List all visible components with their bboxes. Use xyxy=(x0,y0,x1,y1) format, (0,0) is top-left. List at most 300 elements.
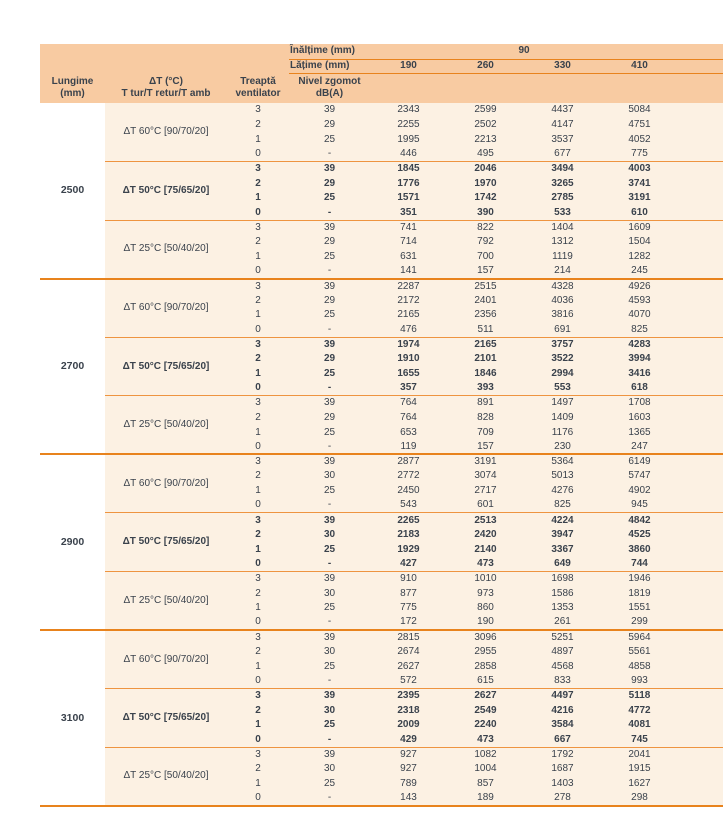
spacer-cell xyxy=(678,762,723,777)
value-cell: 157 xyxy=(447,264,524,279)
spacer-cell xyxy=(678,645,723,660)
value-cell: 822 xyxy=(447,220,524,235)
value-cell: 4593 xyxy=(601,293,678,308)
value-cell: 1915 xyxy=(601,762,678,777)
value-cell: 214 xyxy=(524,264,601,279)
spacer-cell xyxy=(678,191,723,206)
noise-level-cell: - xyxy=(289,323,370,338)
value-cell: 1603 xyxy=(601,410,678,425)
noise-level-cell: 30 xyxy=(289,586,370,601)
noise-level-cell: 25 xyxy=(289,484,370,499)
delta-t-label: ΔT 25°C [50/40/20] xyxy=(105,572,227,631)
table-row xyxy=(40,689,723,704)
value-cell: 4052 xyxy=(601,132,678,147)
table-header xyxy=(40,44,723,103)
value-cell: 1082 xyxy=(447,747,524,762)
value-cell: 860 xyxy=(447,601,524,616)
header-blank xyxy=(370,73,447,103)
value-cell: 2287 xyxy=(370,279,447,294)
value-cell: 2549 xyxy=(447,703,524,718)
spacer-cell xyxy=(678,601,723,616)
value-cell: 2858 xyxy=(447,659,524,674)
table-row xyxy=(40,220,723,235)
fan-speed-cell: 0 xyxy=(227,147,289,162)
value-cell: 2265 xyxy=(370,513,447,528)
spacer-cell xyxy=(678,337,723,352)
spacer-cell xyxy=(678,498,723,513)
spacer-cell xyxy=(678,220,723,235)
value-cell: 927 xyxy=(370,747,447,762)
value-cell: 4842 xyxy=(601,513,678,528)
noise-level-cell: 25 xyxy=(289,249,370,264)
value-cell: 3191 xyxy=(601,191,678,206)
value-cell: 2877 xyxy=(370,454,447,469)
radiator-spec-table xyxy=(40,44,723,807)
value-cell: 1974 xyxy=(370,337,447,352)
fan-speed-cell: 0 xyxy=(227,323,289,338)
value-cell: 1910 xyxy=(370,352,447,367)
spacer-cell xyxy=(678,572,723,587)
fan-speed-cell: 1 xyxy=(227,308,289,323)
value-cell: 390 xyxy=(447,205,524,220)
noise-level-cell: 25 xyxy=(289,718,370,733)
value-cell: 5013 xyxy=(524,469,601,484)
value-cell: 298 xyxy=(601,791,678,806)
spacer-cell xyxy=(678,103,723,118)
noise-level-cell: - xyxy=(289,615,370,630)
spacer-cell xyxy=(678,615,723,630)
value-cell: 945 xyxy=(601,498,678,513)
value-cell: 1353 xyxy=(524,601,601,616)
value-cell: 3584 xyxy=(524,718,601,733)
fan-speed-cell: 3 xyxy=(227,337,289,352)
height-row xyxy=(40,44,723,59)
noise-level-cell: 29 xyxy=(289,176,370,191)
noise-level-cell: - xyxy=(289,733,370,748)
fan-speed-cell: 3 xyxy=(227,396,289,411)
value-cell: 1365 xyxy=(601,425,678,440)
value-cell: 825 xyxy=(524,498,601,513)
noise-level-cell: - xyxy=(289,147,370,162)
noise-level-cell: 25 xyxy=(289,367,370,382)
noise-level-cell: 39 xyxy=(289,454,370,469)
fan-speed-cell: 1 xyxy=(227,191,289,206)
spacer-cell xyxy=(678,264,723,279)
spacer-cell xyxy=(678,659,723,674)
value-cell: 119 xyxy=(370,440,447,455)
fan-speed-cell: 2 xyxy=(227,703,289,718)
noise-level-cell: 25 xyxy=(289,191,370,206)
value-cell: 667 xyxy=(524,733,601,748)
value-cell: 775 xyxy=(601,147,678,162)
noise-level-cell: 30 xyxy=(289,528,370,543)
value-cell: 4070 xyxy=(601,308,678,323)
value-cell: 610 xyxy=(601,205,678,220)
fan-speed-cell: 0 xyxy=(227,791,289,806)
value-cell: 141 xyxy=(370,264,447,279)
noise-level-cell: 25 xyxy=(289,425,370,440)
value-cell: 4568 xyxy=(524,659,601,674)
width-value: 330 xyxy=(524,59,601,73)
noise-level-cell: - xyxy=(289,381,370,396)
fan-speed-cell: 1 xyxy=(227,718,289,733)
value-cell: 653 xyxy=(370,425,447,440)
value-cell: 4497 xyxy=(524,689,601,704)
spacer-cell xyxy=(678,513,723,528)
spacer-cell xyxy=(678,776,723,791)
value-cell: 5084 xyxy=(601,103,678,118)
length-column-header-line2: (mm) xyxy=(60,88,85,99)
value-cell: 351 xyxy=(370,205,447,220)
table-row xyxy=(40,630,723,645)
spacer-cell xyxy=(678,586,723,601)
value-cell: 3265 xyxy=(524,176,601,191)
fan-speed-cell: 2 xyxy=(227,645,289,660)
value-cell: 446 xyxy=(370,147,447,162)
value-cell: 357 xyxy=(370,381,447,396)
value-cell: 877 xyxy=(370,586,447,601)
length-column-header xyxy=(40,73,105,103)
value-cell: 927 xyxy=(370,762,447,777)
value-cell: 1119 xyxy=(524,249,601,264)
noise-level-cell: 25 xyxy=(289,132,370,147)
value-cell: 2772 xyxy=(370,469,447,484)
value-cell: 1004 xyxy=(447,762,524,777)
fan-speed-cell: 1 xyxy=(227,542,289,557)
spacer-cell xyxy=(678,44,723,59)
value-cell: 745 xyxy=(601,733,678,748)
value-cell: 2041 xyxy=(601,747,678,762)
noise-level-cell: 25 xyxy=(289,659,370,674)
value-cell: 2627 xyxy=(370,659,447,674)
spacer-cell xyxy=(678,528,723,543)
length-cell: 2900 xyxy=(40,454,105,630)
value-cell: 2785 xyxy=(524,191,601,206)
spacer-cell xyxy=(678,440,723,455)
fan-speed-cell: 1 xyxy=(227,367,289,382)
value-cell: 1403 xyxy=(524,776,601,791)
value-cell: 2183 xyxy=(370,528,447,543)
fan-speed-cell: 0 xyxy=(227,557,289,572)
length-cell: 2700 xyxy=(40,279,105,455)
value-cell: 2994 xyxy=(524,367,601,382)
value-cell: 828 xyxy=(447,410,524,425)
fan-speed-cell: 1 xyxy=(227,425,289,440)
fan-speed-cell: 3 xyxy=(227,689,289,704)
value-cell: 2717 xyxy=(447,484,524,499)
fan-speed-cell: 1 xyxy=(227,132,289,147)
spacer-cell xyxy=(678,674,723,689)
value-cell: 4147 xyxy=(524,118,601,133)
value-cell: 5747 xyxy=(601,469,678,484)
value-cell: 429 xyxy=(370,733,447,748)
noise-level-cell: 29 xyxy=(289,352,370,367)
value-cell: 4926 xyxy=(601,279,678,294)
value-cell: 1776 xyxy=(370,176,447,191)
noise-level-cell: - xyxy=(289,264,370,279)
delta-t-label: ΔT 60°C [90/70/20] xyxy=(105,103,227,162)
spacer-cell xyxy=(678,703,723,718)
value-cell: 533 xyxy=(524,205,601,220)
value-cell: 1404 xyxy=(524,220,601,235)
value-cell: 1845 xyxy=(370,162,447,177)
spacer-cell xyxy=(678,59,723,73)
noise-level-cell: 25 xyxy=(289,308,370,323)
value-cell: 4858 xyxy=(601,659,678,674)
fan-step-column-header xyxy=(227,73,289,103)
value-cell: 2401 xyxy=(447,293,524,308)
value-cell: 2502 xyxy=(447,118,524,133)
value-cell: 190 xyxy=(447,615,524,630)
value-cell: 1282 xyxy=(601,249,678,264)
header-blank xyxy=(601,73,678,103)
header-blank xyxy=(40,44,289,59)
spacer-cell xyxy=(678,630,723,645)
width-value: 190 xyxy=(370,59,447,73)
value-cell: 5561 xyxy=(601,645,678,660)
value-cell: 775 xyxy=(370,601,447,616)
header-blank xyxy=(447,73,524,103)
fan-speed-cell: 2 xyxy=(227,469,289,484)
value-cell: 230 xyxy=(524,440,601,455)
value-cell: 2165 xyxy=(370,308,447,323)
noise-level-cell: 25 xyxy=(289,601,370,616)
value-cell: 993 xyxy=(601,674,678,689)
spacer-cell xyxy=(678,425,723,440)
value-cell: 677 xyxy=(524,147,601,162)
value-cell: 1995 xyxy=(370,132,447,147)
spacer-cell xyxy=(678,396,723,411)
fan-step-column-header-line1: Treaptă xyxy=(240,76,276,88)
value-cell: 5118 xyxy=(601,689,678,704)
spacer-cell xyxy=(678,205,723,220)
value-cell: 4897 xyxy=(524,645,601,660)
width-value: 260 xyxy=(447,59,524,73)
spacer-cell xyxy=(678,293,723,308)
noise-level-cell: 30 xyxy=(289,762,370,777)
height-value: 90 xyxy=(370,44,678,59)
fan-step-column-header-line2: ventilator xyxy=(235,88,281,99)
delta-t-label: ΔT 25°C [50/40/20] xyxy=(105,220,227,279)
spacer-cell xyxy=(678,132,723,147)
delta-t-label: ΔT 25°C [50/40/20] xyxy=(105,747,227,806)
value-cell: 4902 xyxy=(601,484,678,499)
spacer-cell xyxy=(678,469,723,484)
value-cell: 3191 xyxy=(447,454,524,469)
value-cell: 2255 xyxy=(370,118,447,133)
value-cell: 1497 xyxy=(524,396,601,411)
value-cell: 495 xyxy=(447,147,524,162)
delta-t-column-header-line2: T tur/T retur/T amb xyxy=(121,88,211,99)
value-cell: 6149 xyxy=(601,454,678,469)
value-cell: 553 xyxy=(524,381,601,396)
table-row xyxy=(40,747,723,762)
spacer-cell xyxy=(678,249,723,264)
value-cell: 2343 xyxy=(370,103,447,118)
value-cell: 709 xyxy=(447,425,524,440)
value-cell: 2009 xyxy=(370,718,447,733)
value-cell: 5964 xyxy=(601,630,678,645)
length-column-header-line1: Lungime xyxy=(51,76,94,88)
value-cell: 247 xyxy=(601,440,678,455)
noise-level-cell: 39 xyxy=(289,279,370,294)
table-body xyxy=(40,103,723,806)
delta-t-label: ΔT 60°C [90/70/20] xyxy=(105,630,227,689)
value-cell: 261 xyxy=(524,615,601,630)
value-cell: 1010 xyxy=(447,572,524,587)
value-cell: 1687 xyxy=(524,762,601,777)
value-cell: 2955 xyxy=(447,645,524,660)
fan-speed-cell: 2 xyxy=(227,586,289,601)
value-cell: 3367 xyxy=(524,542,601,557)
value-cell: 476 xyxy=(370,323,447,338)
value-cell: 825 xyxy=(601,323,678,338)
value-cell: 1970 xyxy=(447,176,524,191)
spacer-cell xyxy=(678,791,723,806)
value-cell: 278 xyxy=(524,791,601,806)
value-cell: 189 xyxy=(447,791,524,806)
value-cell: 2674 xyxy=(370,645,447,660)
value-cell: 891 xyxy=(447,396,524,411)
fan-speed-cell: 2 xyxy=(227,410,289,425)
value-cell: 4276 xyxy=(524,484,601,499)
value-cell: 1698 xyxy=(524,572,601,587)
value-cell: 1946 xyxy=(601,572,678,587)
value-cell: 714 xyxy=(370,235,447,250)
fan-speed-cell: 3 xyxy=(227,103,289,118)
fan-speed-cell: 3 xyxy=(227,279,289,294)
value-cell: 2599 xyxy=(447,103,524,118)
value-cell: 1312 xyxy=(524,235,601,250)
noise-level-cell: - xyxy=(289,791,370,806)
spacer-cell xyxy=(678,689,723,704)
value-cell: 572 xyxy=(370,674,447,689)
fan-speed-cell: 3 xyxy=(227,454,289,469)
fan-speed-cell: 1 xyxy=(227,776,289,791)
value-cell: 2318 xyxy=(370,703,447,718)
value-cell: 3074 xyxy=(447,469,524,484)
value-cell: 245 xyxy=(601,264,678,279)
value-cell: 1846 xyxy=(447,367,524,382)
fan-speed-cell: 0 xyxy=(227,498,289,513)
value-cell: 4328 xyxy=(524,279,601,294)
noise-level-cell: 39 xyxy=(289,689,370,704)
fan-speed-cell: 1 xyxy=(227,249,289,264)
fan-speed-cell: 3 xyxy=(227,630,289,645)
value-cell: 2627 xyxy=(447,689,524,704)
value-cell: 789 xyxy=(370,776,447,791)
noise-level-cell: 39 xyxy=(289,396,370,411)
spacer-cell xyxy=(678,367,723,382)
value-cell: 2165 xyxy=(447,337,524,352)
noise-column-header xyxy=(289,73,370,103)
value-cell: 473 xyxy=(447,733,524,748)
noise-level-cell: - xyxy=(289,205,370,220)
spacer-cell xyxy=(678,542,723,557)
fan-speed-cell: 3 xyxy=(227,162,289,177)
noise-level-cell: - xyxy=(289,674,370,689)
noise-level-cell: 30 xyxy=(289,469,370,484)
spacer-cell xyxy=(678,747,723,762)
table-row xyxy=(40,162,723,177)
value-cell: 1792 xyxy=(524,747,601,762)
value-cell: 601 xyxy=(447,498,524,513)
spacer-cell xyxy=(678,381,723,396)
fan-speed-cell: 0 xyxy=(227,615,289,630)
value-cell: 2240 xyxy=(447,718,524,733)
width-value: 410 xyxy=(601,59,678,73)
value-cell: 4283 xyxy=(601,337,678,352)
value-cell: 2140 xyxy=(447,542,524,557)
noise-level-cell: 39 xyxy=(289,630,370,645)
value-cell: 4751 xyxy=(601,118,678,133)
value-cell: 857 xyxy=(447,776,524,791)
noise-level-cell: - xyxy=(289,440,370,455)
spacer-cell xyxy=(678,235,723,250)
spacer-cell xyxy=(678,733,723,748)
value-cell: 4216 xyxy=(524,703,601,718)
spacer-cell xyxy=(678,323,723,338)
noise-level-cell: - xyxy=(289,498,370,513)
spacer-cell xyxy=(678,454,723,469)
value-cell: 3994 xyxy=(601,352,678,367)
value-cell: 2815 xyxy=(370,630,447,645)
value-cell: 172 xyxy=(370,615,447,630)
spacer-cell xyxy=(678,352,723,367)
fan-speed-cell: 0 xyxy=(227,733,289,748)
delta-t-column-header-line1: ΔT (°C) xyxy=(149,76,183,88)
value-cell: 3096 xyxy=(447,630,524,645)
header-blank xyxy=(40,59,289,73)
value-cell: 2101 xyxy=(447,352,524,367)
noise-level-cell: 29 xyxy=(289,410,370,425)
delta-t-label: ΔT 50°C [75/65/20] xyxy=(105,513,227,572)
value-cell: 1627 xyxy=(601,776,678,791)
value-cell: 2450 xyxy=(370,484,447,499)
value-cell: 427 xyxy=(370,557,447,572)
value-cell: 1571 xyxy=(370,191,447,206)
delta-t-label: ΔT 50°C [75/65/20] xyxy=(105,162,227,221)
value-cell: 1409 xyxy=(524,410,601,425)
noise-level-cell: 39 xyxy=(289,162,370,177)
fan-speed-cell: 1 xyxy=(227,484,289,499)
value-cell: 973 xyxy=(447,586,524,601)
noise-level-cell: 39 xyxy=(289,220,370,235)
value-cell: 700 xyxy=(447,249,524,264)
value-cell: 3537 xyxy=(524,132,601,147)
spacer-cell xyxy=(678,718,723,733)
delta-t-label: ΔT 50°C [75/65/20] xyxy=(105,337,227,396)
value-cell: 1551 xyxy=(601,601,678,616)
spacer-cell xyxy=(678,557,723,572)
value-cell: 3416 xyxy=(601,367,678,382)
fan-speed-cell: 2 xyxy=(227,528,289,543)
delta-t-label: ΔT 60°C [90/70/20] xyxy=(105,454,227,513)
delta-t-column-header xyxy=(105,73,227,103)
value-cell: 2046 xyxy=(447,162,524,177)
value-cell: 3494 xyxy=(524,162,601,177)
fan-speed-cell: 3 xyxy=(227,513,289,528)
table-row xyxy=(40,513,723,528)
value-cell: 741 xyxy=(370,220,447,235)
fan-speed-cell: 2 xyxy=(227,235,289,250)
value-cell: 4081 xyxy=(601,718,678,733)
value-cell: 543 xyxy=(370,498,447,513)
value-cell: 615 xyxy=(447,674,524,689)
height-label: Înălțime (mm) xyxy=(289,44,370,59)
fan-speed-cell: 1 xyxy=(227,659,289,674)
value-cell: 4437 xyxy=(524,103,601,118)
